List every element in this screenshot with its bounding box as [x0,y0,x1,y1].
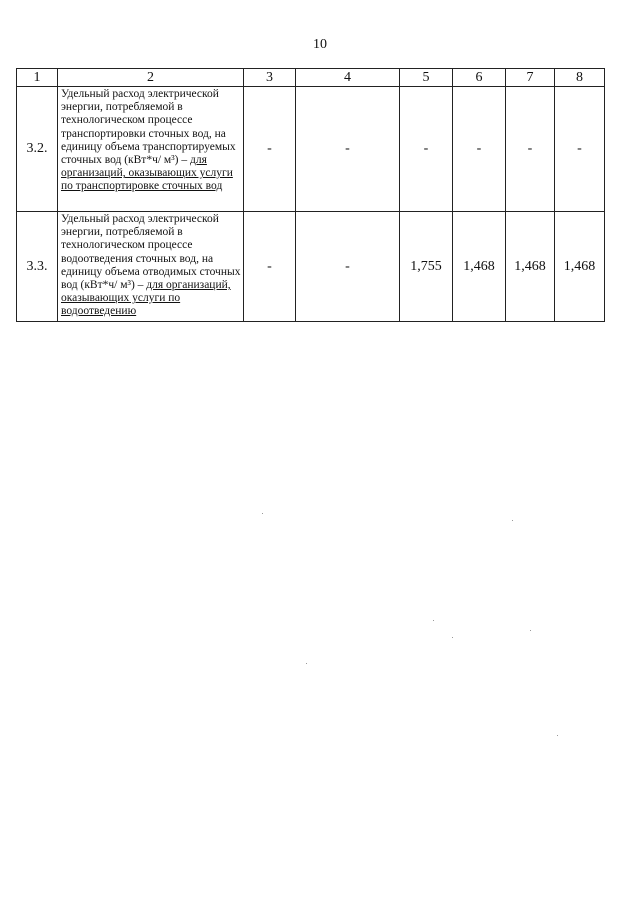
scan-speck [433,620,434,621]
column-header: 5 [400,69,453,87]
table-row [17,212,605,322]
value-cell: - [453,87,506,212]
column-header: 3 [244,69,296,87]
column-header: 2 [58,69,244,87]
scan-speck [530,630,531,631]
scan-speck [452,637,453,638]
row-description-underlined: для организаций, оказывающих услуги по транспортировке сточных вод [61,154,233,193]
column-header: 6 [453,69,506,87]
scan-speck [306,663,307,664]
value-cell: - [400,87,453,212]
table-row [17,87,605,212]
row-description-text: Удельный расход электрической энергии, потребляемой в технологическом процессе транспортировки сточных вод, на единицу объема транспортируемых сточных вод (кВт*ч/ м³) – [61,88,236,167]
row-description [58,87,244,212]
column-header: 1 [17,69,58,87]
column-header: 4 [296,69,400,87]
value-cell: - [296,212,400,322]
value-cell: 1,468 [555,212,605,322]
row-number: 3.2. [17,87,58,212]
column-header: 8 [555,69,605,87]
row-description-underlined: для организаций, оказывающих услуги по водоотведению [61,279,231,318]
scan-speck [512,520,513,521]
value-cell: - [506,87,555,212]
row-number: 3.3. [17,212,58,322]
row-description [58,212,244,322]
scan-speck [262,513,263,514]
value-cell: 1,468 [506,212,555,322]
scan-speck [557,735,558,736]
value-cell: - [555,87,605,212]
data-table [16,68,605,322]
value-cell: 1,755 [400,212,453,322]
value-cell: - [244,212,296,322]
column-header: 7 [506,69,555,87]
row-description-text: Удельный расход электрической энергии, потребляемой в технологическом процессе водоотведения сточных вод, на единицу объема отводимых сточных вод (кВт*ч/ м³) – [61,213,241,292]
table-header-row [17,69,605,87]
page-number: 10 [313,37,327,52]
value-cell: - [296,87,400,212]
value-cell: 1,468 [453,212,506,322]
value-cell: - [244,87,296,212]
